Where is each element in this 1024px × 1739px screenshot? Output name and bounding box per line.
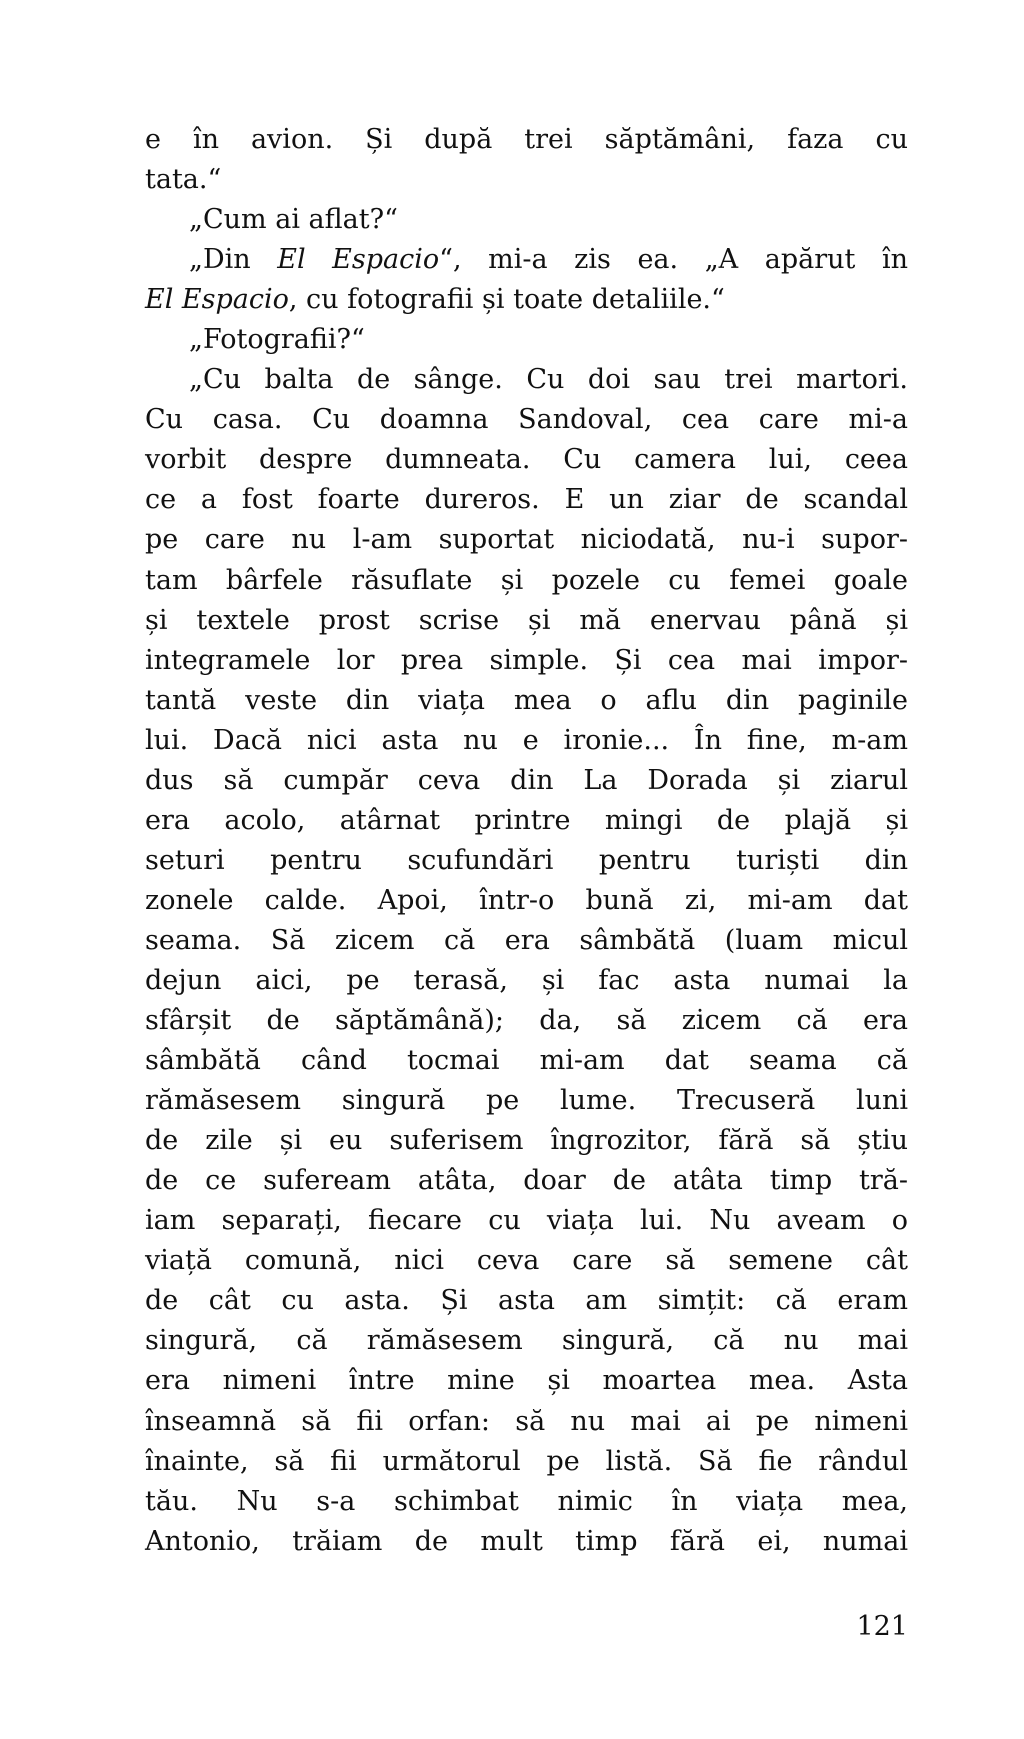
text-line [145, 1081, 908, 1121]
text-segment: sfârșit de săptămână); da, să zicem că era [145, 1005, 908, 1037]
text-line [145, 561, 908, 601]
text-segment: “, mi-a zis ea. „A apărut în [439, 244, 908, 276]
text-line [145, 1482, 908, 1522]
text-line [145, 320, 908, 360]
text-segment: zonele calde. Apoi, într-o bună zi, mi-am dat [145, 884, 908, 916]
text-segment: înseamnă să fii orfan: să nu mai ai pe nimeni [145, 1405, 908, 1437]
text-segment: rămăsesem singură pe lume. Trecuseră luni [145, 1085, 908, 1117]
text-segment: Antonio, trăiam de mult timp fără ei, numai [145, 1525, 908, 1557]
italic-title-text: El Espacio [277, 244, 440, 276]
text-line [145, 841, 908, 881]
text-segment: tantă veste din viața mea o aflu din paginile [145, 684, 908, 716]
text-line [145, 1402, 908, 1442]
text-line [145, 921, 908, 961]
text-segment: de cât cu asta. Și asta am simțit: că eram [145, 1285, 908, 1317]
text-segment: de ce sufeream atâta, doar de atâta timp tră- [145, 1165, 908, 1197]
text-segment: pe care nu l-am suportat niciodată, nu-i supor- [145, 524, 908, 556]
text-line [145, 1321, 908, 1361]
text-segment: , cu fotografii și toate detaliile.“ [288, 284, 725, 316]
text-segment: tata.“ [145, 164, 222, 196]
text-segment: seturi pentru scufundări pentru turiști din [145, 844, 908, 876]
text-segment: tam bârfele răsuflate și pozele cu femei goale [145, 564, 908, 596]
book-page-text [145, 120, 908, 1562]
text-line [145, 440, 908, 480]
text-segment: ce a fost foarte dureros. E un ziar de scandal [145, 484, 908, 516]
text-line [145, 1041, 908, 1081]
text-line [145, 280, 908, 320]
text-line [145, 160, 908, 200]
text-segment: tău. Nu s-a schimbat nimic în viața mea, [145, 1485, 908, 1517]
text-line [145, 1241, 908, 1281]
text-line [145, 801, 908, 841]
text-segment: era nimeni între mine și moartea mea. Asta [145, 1365, 908, 1397]
text-segment: „Fotografii?“ [189, 324, 365, 356]
text-segment: dejun aici, pe terasă, și fac asta numai la [145, 964, 908, 996]
text-line [145, 761, 908, 801]
text-line [145, 601, 908, 641]
text-segment: lui. Dacă nici asta nu e ironie... În fine, m-am [145, 724, 908, 756]
text-segment: „Din [189, 244, 278, 276]
text-line [145, 1161, 908, 1201]
text-line [145, 240, 908, 280]
text-line [145, 120, 908, 160]
text-line [145, 1281, 908, 1321]
text-line [145, 400, 908, 440]
text-line [145, 681, 908, 721]
text-segment: „Cum ai aflat?“ [189, 204, 398, 236]
text-segment: dus să cumpăr ceva din La Dorada și ziarul [145, 764, 908, 796]
text-line [145, 360, 908, 400]
text-segment: înainte, să fii următorul pe listă. Să fie rândul [145, 1445, 908, 1477]
text-segment: și textele prost scrise și mă enervau până și [145, 604, 908, 636]
text-segment: „Cu balta de sânge. Cu doi sau trei martori. [189, 364, 908, 396]
text-segment: e în avion. Și după trei săptămâni, faza cu [145, 124, 908, 155]
text-segment: era acolo, atârnat printre mingi de plajă și [145, 804, 908, 836]
text-line [145, 480, 908, 520]
text-line [145, 1121, 908, 1161]
text-segment: Cu casa. Cu doamna Sandoval, cea care mi-a [145, 404, 908, 436]
text-line [145, 1442, 908, 1482]
text-segment: sâmbătă când tocmai mi-am dat seama că [145, 1045, 908, 1077]
italic-title-text: El Espacio [145, 284, 289, 316]
text-line [145, 1001, 908, 1041]
text-line [145, 1361, 908, 1401]
text-segment: integramele lor prea simple. Și cea mai impor- [145, 644, 908, 676]
text-line [145, 520, 908, 560]
text-line [145, 200, 908, 240]
text-line [145, 1522, 908, 1562]
text-line [145, 721, 908, 761]
text-line [145, 881, 908, 921]
text-segment: viață comună, nici ceva care să semene cât [145, 1245, 908, 1277]
text-line [145, 641, 908, 681]
text-segment: seama. Să zicem că era sâmbătă (luam micul [145, 924, 908, 956]
page-number: 121 [856, 1611, 908, 1642]
text-line [145, 1201, 908, 1241]
text-segment: singură, că rămăsesem singură, că nu mai [145, 1325, 908, 1357]
text-segment: de zile și eu suferisem îngrozitor, fără să știu [145, 1125, 908, 1157]
text-segment: iam separați, fiecare cu viața lui. Nu aveam o [145, 1205, 908, 1237]
text-line [145, 961, 908, 1001]
text-segment: vorbit despre dumneata. Cu camera lui, ceea [145, 444, 908, 476]
